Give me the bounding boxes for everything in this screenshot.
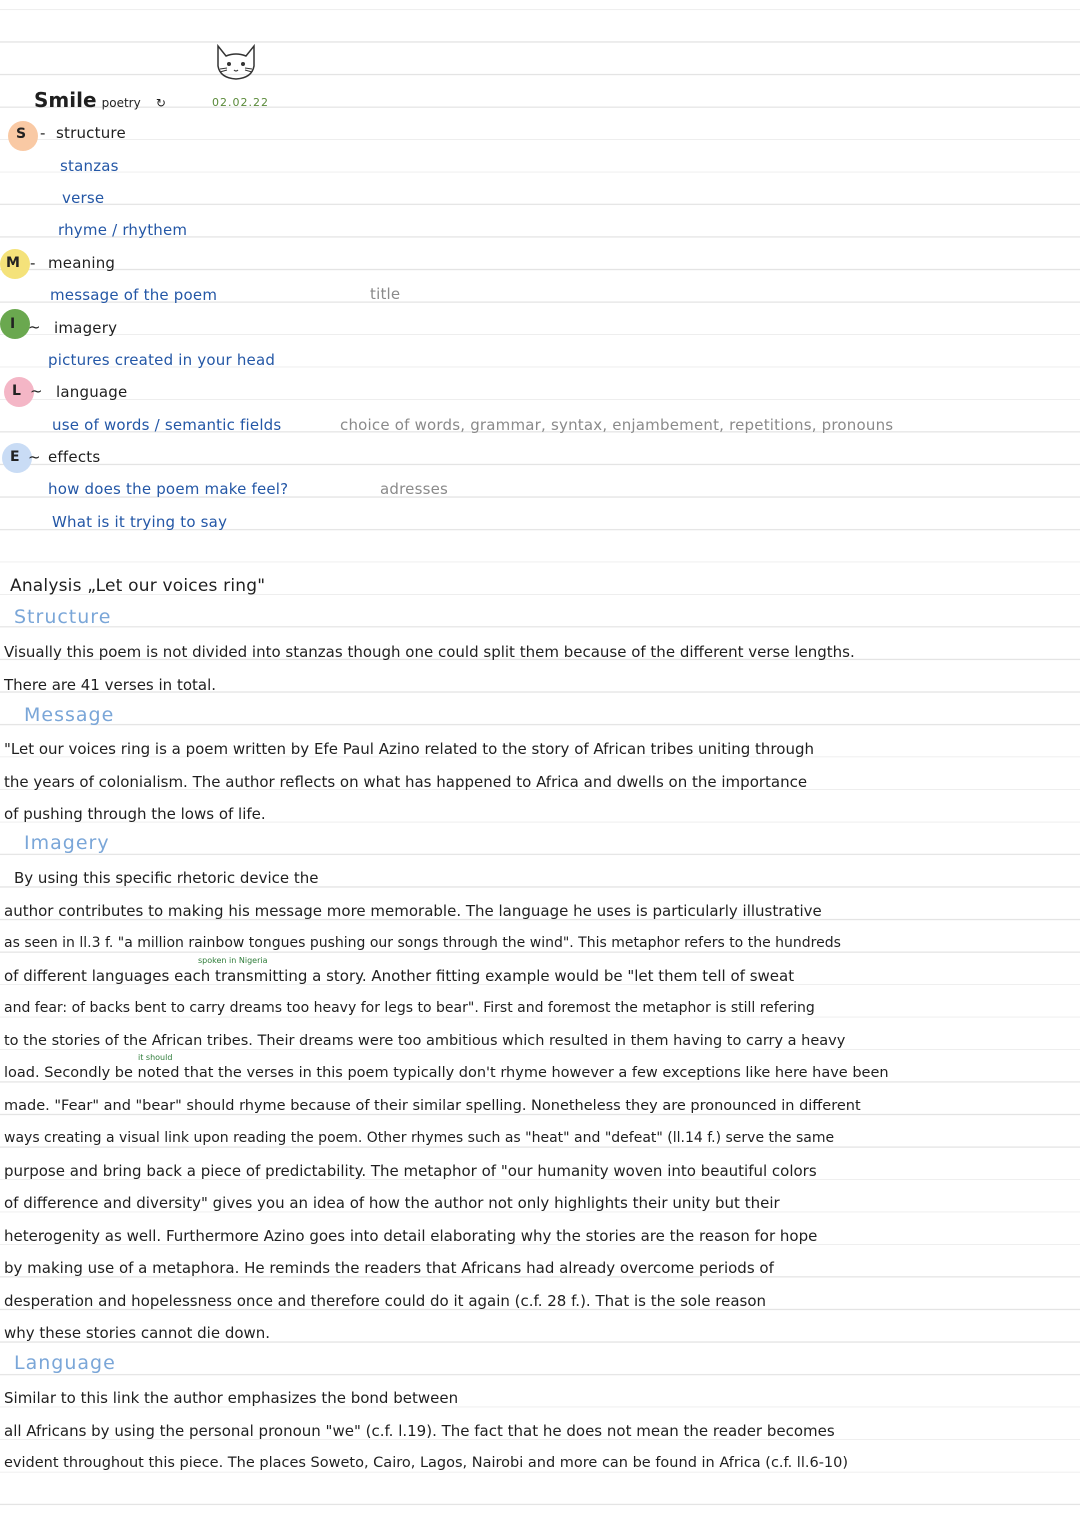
- imagery-line: desperation and hopelessness once and therefore could do it again (c.f. 28 f.). That is the sole reason: [4, 1291, 767, 1310]
- imagery-heading: Imagery: [24, 832, 110, 854]
- smile-label-meaning: meaning: [48, 254, 116, 272]
- language-paragraph: [4, 1382, 1072, 1480]
- message-paragraph: [4, 733, 1072, 831]
- smile-dash-e: ~: [28, 448, 41, 466]
- refresh-arrow-icon: ↻: [155, 96, 166, 110]
- smile-letter-l: L: [12, 383, 21, 399]
- sub-what-is-it: What is it trying to say: [52, 513, 228, 531]
- language-line: evident throughout this piece. The places Soweto, Cairo, Lagos, Nairobi and more can be found in Africa (c.f. ll.6-10): [4, 1455, 849, 1471]
- page-header: [34, 88, 166, 112]
- imagery-line: as seen in ll.3 f. "a million rainbow tongues pushing our songs through the wind". This metaphor refers to the hundreds: [4, 935, 841, 951]
- message-line: "Let our voices ring is a poem written by Efe Paul Azino related to the story of African tribes uniting through: [4, 740, 814, 758]
- smile-dash-i: ~: [28, 318, 41, 336]
- imagery-line: By using this specific rhetoric device the: [14, 869, 319, 887]
- imagery-line: of different languages each transmitting a story. Another fitting example would be "let them tell of sweat: [4, 966, 795, 985]
- sub-stanzas: stanzas: [60, 157, 119, 175]
- sub-use-of-words: use of words / semantic fields: [52, 416, 282, 434]
- smile-dash-s: -: [40, 124, 46, 142]
- language-heading: Language: [14, 1352, 116, 1374]
- smile-letter-m: M: [6, 255, 20, 271]
- smile-dash-m: -: [30, 254, 36, 272]
- smile-label-structure: structure: [56, 124, 126, 142]
- message-line: of pushing through the lows of life.: [4, 805, 266, 823]
- language-line: all Africans by using the personal pronoun "we" (c.f. l.19). The fact that he does not mean the reader becomes: [4, 1421, 835, 1440]
- structure-line: Visually this poem is not divided into stanzas though one could split them because of the different verse lengths.: [4, 643, 855, 661]
- page-title-suffix: poetry: [101, 96, 141, 110]
- imagery-line: why these stories cannot die down.: [4, 1324, 271, 1342]
- sub-how-does: how does the poem make feel?: [48, 480, 289, 498]
- imagery-line: to the stories of the African tribes. Their dreams were too ambitious which resulted in them having to carry a heavy: [4, 1032, 846, 1049]
- smile-dash-l: ~: [30, 382, 43, 400]
- smile-label-language: language: [56, 383, 128, 401]
- imagery-line: of difference and diversity" gives you an idea of how the author not only highlights their unity but their: [4, 1194, 780, 1212]
- imagery-line: ways creating a visual link upon reading the poem. Other rhymes such as "heat" and "defeat" (ll.14 f.) serve the same: [4, 1130, 835, 1146]
- imagery-line: by making use of a metaphora. He reminds the readers that Africans had already overcome periods of: [4, 1259, 774, 1277]
- structure-line: There are 41 verses in total.: [4, 675, 217, 694]
- analysis-heading: Analysis „Let our voices ring": [10, 576, 266, 596]
- smile-label-imagery: imagery: [54, 319, 118, 337]
- smile-letter-i: I: [10, 316, 16, 332]
- insert-it-should: it should: [138, 1053, 173, 1062]
- note-title: title: [370, 285, 401, 303]
- language-line: Similar to this link the author emphasizes the bond between: [4, 1389, 459, 1407]
- note-adresses: adresses: [380, 480, 449, 498]
- sub-verse: verse: [62, 189, 105, 207]
- structure-paragraph: [4, 636, 1072, 701]
- sub-pictures: pictures created in your head: [48, 351, 276, 369]
- page-date: 02.02.22: [212, 96, 269, 109]
- structure-heading: Structure: [14, 606, 112, 628]
- note-choice-of-words: choice of words, grammar, syntax, enjambement, repetitions, pronouns: [340, 416, 894, 434]
- sub-rhyme: rhyme / rhythem: [58, 221, 188, 239]
- imagery-line: heterogenity as well. Furthermore Azino goes into detail elaborating why the stories are the reason for hope: [4, 1226, 818, 1245]
- smile-letter-e: E: [10, 449, 20, 465]
- imagery-paragraph: [4, 862, 1072, 1350]
- imagery-line: and fear: of backs bent to carry dreams too heavy for legs to bear". First and foremost the metaphor is still refering: [4, 1000, 815, 1016]
- imagery-line: load. Secondly be noted that the verses in this poem typically don't rhyme however a few exceptions like here have been: [4, 1065, 889, 1081]
- smile-label-effects: effects: [48, 448, 101, 466]
- imagery-line: purpose and bring back a piece of predictability. The metaphor of "our humanity woven into beautiful colors: [4, 1161, 817, 1180]
- imagery-line: author contributes to making his message more memorable. The language he uses is particularly illustrative: [4, 901, 822, 920]
- insert-spoken-in-nigeria: spoken in Nigeria: [198, 956, 268, 965]
- sub-message: message of the poem: [50, 286, 218, 304]
- smile-letter-s: S: [16, 126, 27, 142]
- message-line: the years of colonialism. The author reflects on what has happened to Africa and dwells on the importance: [4, 772, 808, 791]
- cat-doodle-icon: [212, 42, 260, 82]
- page-title: Smile: [34, 88, 97, 112]
- message-heading: Message: [24, 704, 115, 726]
- imagery-line: made. "Fear" and "bear" should rhyme because of their similar spelling. Nonetheless they are pronounced in different: [4, 1097, 861, 1114]
